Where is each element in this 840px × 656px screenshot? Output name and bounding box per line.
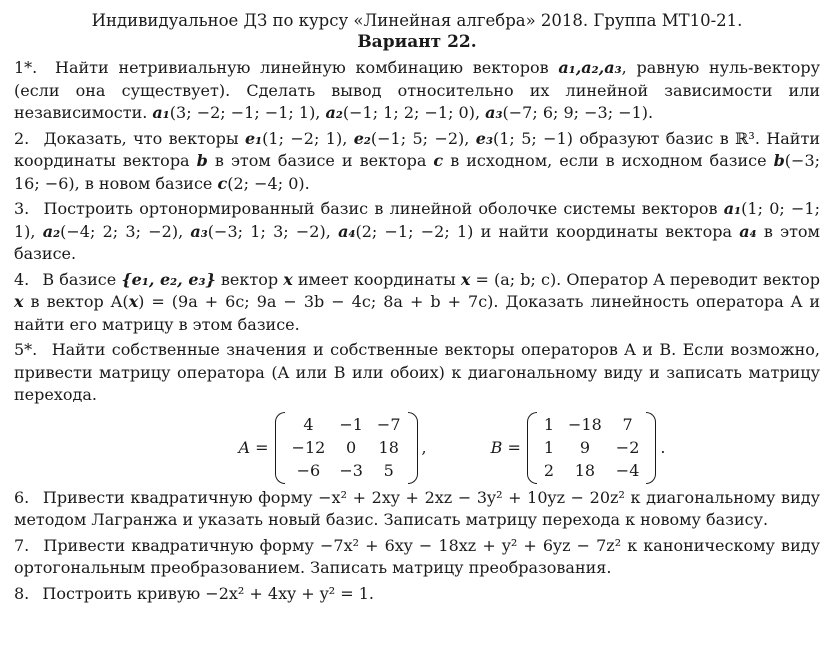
task-text: Привести квадратичную форму −7x² + 6xy − 18xz + y² + 6yz − 7z² к каноническому виду ортогональным преобразованием. Записать матрицу преобразования. — [14, 535, 820, 577]
task-8 — [14, 583, 820, 606]
vector-symbol: {e₁, e₂, e₃} — [121, 269, 216, 289]
matrix-b-block — [491, 412, 666, 484]
matrix-cell: 1 — [543, 415, 555, 434]
vector-symbol: x — [460, 269, 471, 289]
task-text: вектор — [215, 269, 284, 289]
vector-symbol: c — [217, 173, 228, 193]
task-7 — [14, 535, 820, 580]
task-text: (1; 0; −1; 1), — [14, 199, 820, 241]
task-text: Найти нетривиальную линейную комбинацию векторов — [55, 58, 559, 77]
task-text: , равную нуль-вектору (если она существует). Сделать вывод относительно их линейной зависимости или независимости. — [14, 58, 820, 122]
task-text: ) = (9a + 6c; 9a − 3b − 4c; 8a + b + 7c). Доказать линейность оператора A и найти его матрицу в этом базисе. — [14, 292, 821, 334]
vector-symbol: a₃ — [190, 221, 208, 241]
task-text: Найти собственные значения и собственные векторы операторов A и B. Если возможно, привести матрицу оператора (A или B или обоих) к диагональному виду и записать матрицу перехода. — [14, 340, 820, 404]
vector-symbol: a₂ — [325, 103, 343, 122]
vector-symbol: b — [196, 151, 208, 170]
task-number: 5*. — [14, 340, 38, 359]
task-text: в исходном, если в исходном базисе — [443, 151, 774, 170]
task-text: (−3; 16; −6), в новом базисе — [14, 151, 821, 193]
matrix-cell: 9 — [579, 438, 590, 457]
task-4 — [14, 269, 820, 337]
task-text: (3; −2; −1; −1; 1), — [169, 103, 326, 122]
matrix-cell: −12 — [291, 438, 326, 457]
matrix-cell: 18 — [378, 438, 399, 457]
matrix-cell: 7 — [622, 415, 633, 434]
matrix-cell: −7 — [376, 415, 401, 434]
document-title: Индивидуальное ДЗ по курсу «Линейная алгебра» 2018. Группа МТ10-21. — [91, 11, 743, 30]
task-6 — [14, 487, 820, 532]
matrix-a-label: A = — [238, 438, 269, 457]
task-number: 8. — [14, 583, 30, 603]
matrix-cell: 2 — [543, 461, 555, 480]
task-text: Построить кривую −2x² + 4xy + y² = 1. — [42, 583, 375, 603]
task-text: Доказать, что векторы — [43, 128, 245, 148]
vector-symbol: a₁,a₂,a₃ — [558, 58, 622, 77]
vector-symbol: a₂ — [42, 221, 61, 241]
task-2 — [14, 128, 820, 196]
task-text: (−7; 6; 9; −3; −1). — [502, 103, 654, 122]
vector-symbol: a₄ — [739, 221, 757, 241]
task-number: 2. — [14, 128, 30, 148]
task-number: 7. — [14, 535, 30, 555]
vector-symbol: x — [283, 269, 293, 289]
task-number: 4. — [14, 269, 30, 289]
task-text: в вектор A( — [23, 292, 129, 311]
vector-symbol: x — [14, 292, 24, 311]
task-text: (−3; 1; 3; −2), — [207, 221, 339, 241]
matrix-cell: 5 — [383, 461, 394, 480]
variant-heading: Вариант 22. — [357, 32, 477, 52]
task-text: Построить ортонормированный базис в линейной оболочке системы векторов — [43, 199, 724, 218]
task-text: имеет координаты — [292, 269, 461, 289]
matrices-row — [84, 410, 820, 486]
task-number: 3. — [14, 199, 30, 218]
task-text: в этом базисе. — [14, 221, 821, 263]
matrix-cell: 0 — [346, 438, 357, 457]
task-number: 1*. — [14, 58, 38, 77]
matrix-cell: −18 — [568, 415, 602, 434]
task-text: (−1; 1; 2; −1; 0), — [342, 103, 486, 122]
vector-symbol: e₂ — [353, 128, 371, 148]
task-text: (1; 5; −1) образуют базис в ℝ³. Найти координаты вектора — [14, 128, 820, 170]
matrix-b-punctuation: . — [660, 438, 666, 457]
matrix-cell: −2 — [615, 438, 640, 457]
matrix-a — [275, 412, 418, 484]
vector-symbol: a₁ — [723, 199, 742, 218]
matrix-cell: −3 — [339, 461, 363, 480]
task-text: Привести квадратичную форму −x² + 2xy + 2xz − 3y² + 10yz − 20z² к диагональному виду методом Лагранжа и указать новый базис. Записать матрицу перехода к новому базису. — [14, 487, 820, 529]
matrix-b-label: B = — [490, 438, 521, 457]
vector-symbol: a₁ — [152, 103, 170, 122]
task-text: в этом базисе и вектора — [207, 151, 434, 170]
matrix-b — [527, 412, 657, 484]
task-text: (2; −1; −2; 1) и найти координаты вектора — [355, 221, 740, 241]
vector-symbol: a₃ — [485, 103, 503, 122]
task-text: (2; −4; 0). — [227, 173, 310, 193]
vector-symbol: b — [773, 151, 785, 170]
matrix-cell: 4 — [303, 415, 314, 434]
vector-symbol: c — [433, 151, 444, 170]
vector-symbol: a₄ — [338, 221, 356, 241]
matrix-a-punctuation: , — [421, 438, 427, 457]
vector-symbol: e₃ — [475, 128, 493, 148]
vector-symbol: x — [128, 292, 139, 311]
matrix-a-block — [239, 412, 427, 484]
matrix-cell: 18 — [574, 461, 596, 480]
task-text: (−4; 2; 3; −2), — [60, 221, 191, 241]
task-text: (1; −2; 1), — [262, 128, 354, 148]
task-text: = (a; b; c). Оператор A переводит вектор — [470, 269, 821, 289]
task-number: 6. — [14, 487, 30, 507]
matrix-cell: −1 — [339, 415, 363, 434]
task-text: (−1; 5; −2), — [370, 128, 476, 148]
task-3 — [14, 198, 820, 266]
task-text: В базисе — [42, 269, 122, 289]
task-5 — [14, 339, 820, 407]
vector-symbol: e₁ — [244, 128, 263, 148]
matrix-cell: −6 — [296, 461, 321, 480]
matrix-cell: 1 — [543, 438, 555, 457]
matrix-cell: −4 — [615, 461, 640, 480]
task-1 — [14, 57, 820, 125]
